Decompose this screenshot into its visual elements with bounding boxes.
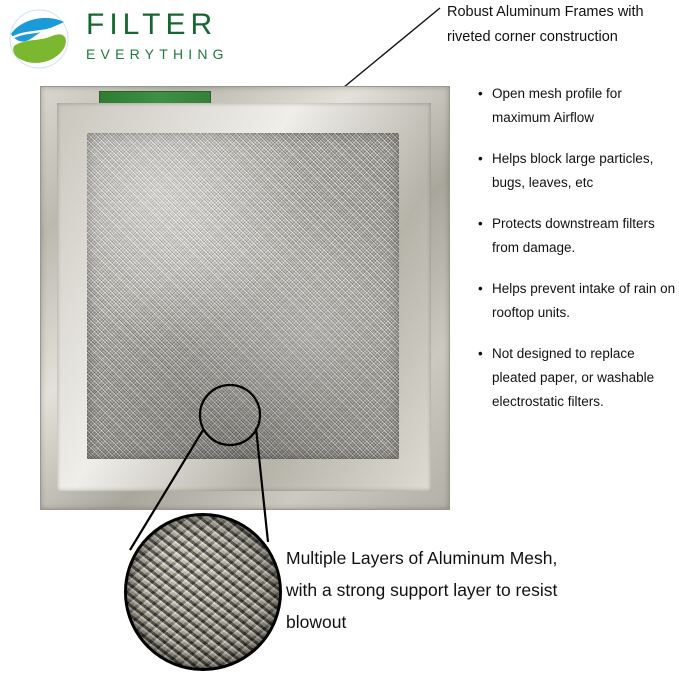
list-item: • Helps block large particles, bugs, leaves, etc: [492, 147, 678, 195]
list-item: • Not designed to replace pleated paper, or washable electrostatic filters.: [492, 342, 678, 414]
magnifier-caption: Multiple Layers of Aluminum Mesh, with a strong support layer to resist blowout: [286, 548, 558, 632]
filter-frame-outer: [40, 86, 450, 510]
logo-subtitle: EVERYTHING: [86, 46, 229, 62]
aluminum-filter-photo: [40, 86, 450, 510]
list-item: • Helps prevent intake of rain on rooftop units.: [492, 277, 678, 325]
filter-mesh-surface: [87, 133, 399, 459]
heading-robust-frames: Robust Aluminum Frames with riveted corner construction: [447, 4, 644, 45]
filter-frame-bevel: [57, 103, 431, 491]
feature-bullet-list: [478, 82, 678, 431]
list-item: • Protects downstream filters from damage.: [492, 212, 678, 260]
logo-title: FILTER: [86, 8, 218, 41]
list-item: • Open mesh profile for maximum Airflow: [492, 82, 678, 130]
mesh-sheen-overlay: [87, 133, 399, 459]
bullet-list: [478, 82, 678, 414]
logo-wordmark: [86, 8, 306, 64]
brand-logo: [8, 4, 308, 74]
globe-logo-icon: [8, 8, 70, 70]
magnified-mesh-circle: [124, 513, 282, 671]
